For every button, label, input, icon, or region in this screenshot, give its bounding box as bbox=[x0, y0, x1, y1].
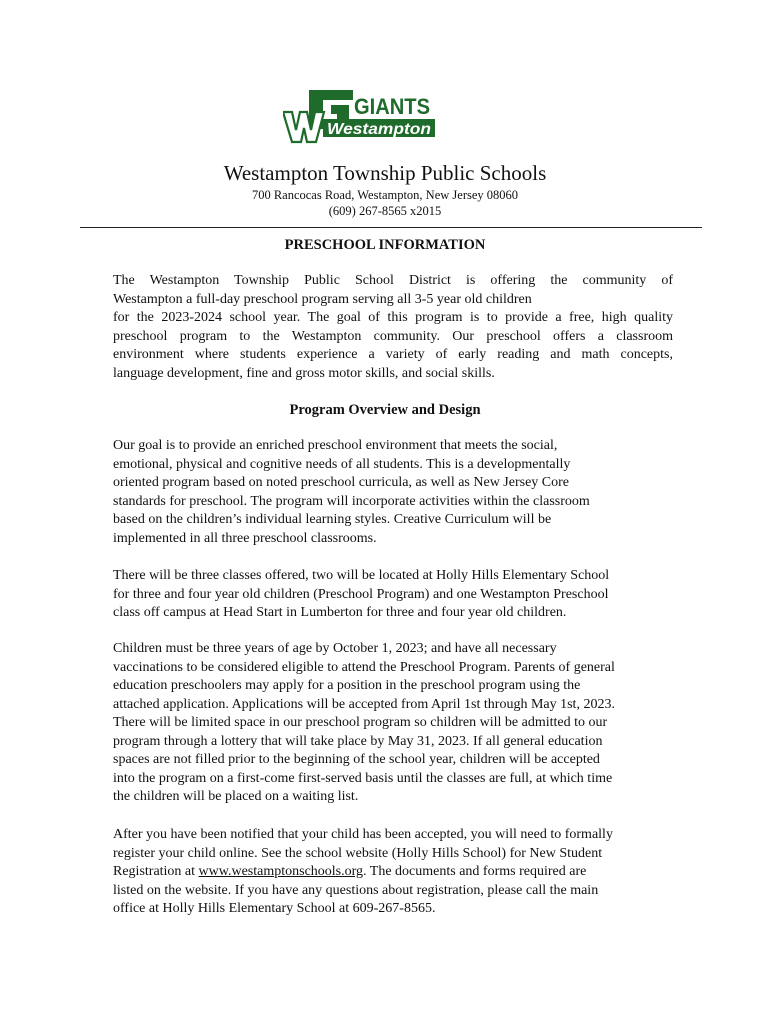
intro-line: The Westampton Township Public School District is offering the community of bbox=[113, 273, 673, 288]
school-phone: (609) 267-8565 x2015 bbox=[328, 204, 442, 218]
goal-paragraph bbox=[113, 437, 673, 548]
classes-line: class off campus at Head Start in Lumberton for three and four year old children. bbox=[113, 605, 567, 620]
header-divider bbox=[80, 227, 702, 228]
registration-line: office at Holly Hills Elementary School at 609-267-8565. bbox=[113, 901, 436, 916]
school-address: 700 Rancocas Road, Westampton, New Jersey 08060 bbox=[251, 188, 519, 202]
intro-paragraph bbox=[113, 272, 673, 383]
intro-line: Westampton a full-day preschool program serving all 3-5 year old children bbox=[113, 291, 532, 307]
goal-line: oriented program based on noted preschool curricula, as well as New Jersey Core bbox=[113, 475, 570, 490]
registration-suffix: . The documents and forms required are bbox=[363, 864, 587, 879]
intro-line: language development, fine and gross motor skills, and social skills. bbox=[113, 365, 495, 381]
eligibility-line: Children must be three years of age by October 1, 2023; and have all necessary bbox=[113, 641, 557, 656]
eligibility-line: education preschoolers may apply for a position in the preschool program using the bbox=[113, 678, 581, 693]
registration-prefix: Registration at bbox=[113, 864, 199, 879]
giants-westampton-logo bbox=[283, 88, 439, 146]
eligibility-line: program through a lottery that will take place by May 31, 2023. If all general education bbox=[113, 733, 603, 749]
goal-line: implemented in all three preschool classrooms. bbox=[113, 530, 377, 546]
registration-paragraph bbox=[113, 826, 673, 919]
classes-paragraph bbox=[113, 567, 673, 623]
goal-line: emotional, physical and cognitive needs of all students. This is a developmentally bbox=[113, 456, 571, 472]
registration-line: After you have been notified that your child has been accepted, you will need to formally bbox=[113, 827, 613, 842]
eligibility-line: There will be limited space in our preschool program so children will be admitted to our bbox=[113, 715, 608, 730]
registration-line bbox=[113, 863, 673, 882]
goal-line: Our goal is to provide an enriched preschool environment that meets the social, bbox=[113, 438, 558, 453]
intro-line: for the 2023-2024 school year. The goal of this program is to provide a free, high quality bbox=[113, 310, 673, 325]
heading-program-overview: Program Overview and Design bbox=[289, 402, 481, 418]
goal-line: based on the children’s individual learning styles. Creative Curriculum will be bbox=[113, 512, 552, 527]
eligibility-line: into the program on a first-come first-served basis until the classes are full, at which time bbox=[113, 770, 613, 786]
eligibility-line: vaccinations to be considered eligible to attend the Preschool Program. Parents of general bbox=[113, 659, 615, 675]
intro-line: preschool program to the Westampton community. Our preschool offers a classroom bbox=[113, 328, 673, 344]
logo-top-text: GIANTS bbox=[354, 94, 430, 119]
intro-line: environment where students experience a variety of early reading and math concepts, bbox=[113, 347, 673, 362]
classes-line: for three and four year old children (Preschool Program) and one Westampton Preschool bbox=[113, 586, 609, 602]
eligibility-line: attached application. Applications will be accepted from April 1st through May 1st, 2023. bbox=[113, 696, 615, 712]
eligibility-line: spaces are not filled prior to the beginning of the school year, children will be accepted bbox=[113, 752, 600, 767]
school-name-title: Westampton Township Public Schools bbox=[223, 161, 547, 185]
logo-bottom-text: Westampton bbox=[327, 121, 432, 138]
school-website-link[interactable]: www.westamptonschools.org bbox=[198, 864, 364, 879]
registration-line: register your child online. See the school website (Holly Hills School) for New Student bbox=[113, 845, 603, 861]
goal-line: standards for preschool. The program will incorporate activities within the classroom bbox=[113, 493, 590, 509]
eligibility-paragraph bbox=[113, 640, 673, 807]
registration-line: listed on the website. If you have any questions about registration, please call the main bbox=[113, 882, 599, 898]
heading-preschool-information: PRESCHOOL INFORMATION bbox=[284, 237, 486, 253]
classes-line: There will be three classes offered, two will be located at Holly Hills Elementary School bbox=[113, 568, 610, 583]
eligibility-line: the children will be placed on a waiting list. bbox=[113, 789, 359, 804]
